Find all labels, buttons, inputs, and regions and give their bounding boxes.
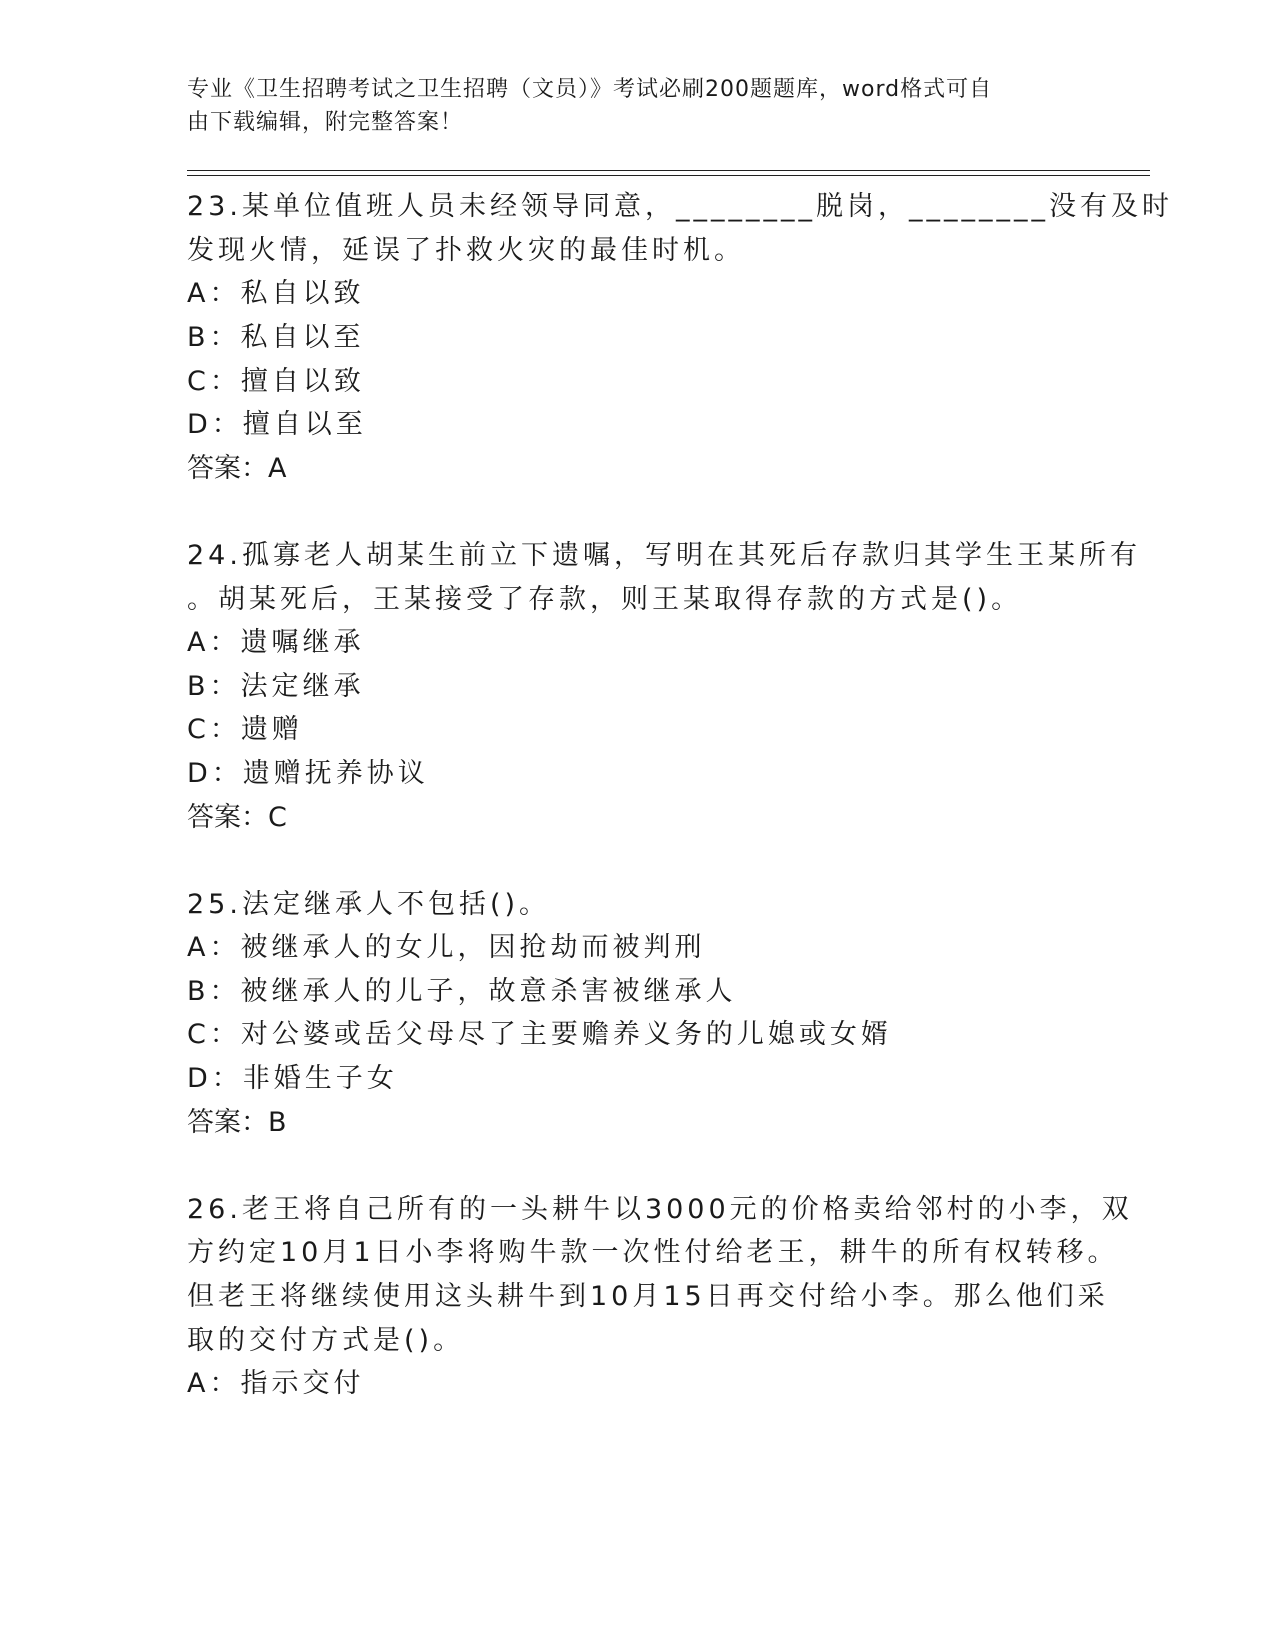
question-23-answer: 答案：A <box>187 453 287 484</box>
question-26-stem-line-2: 方约定10月1日小李将购牛款一次性付给老王，耕牛的所有权转移。 <box>187 1237 1119 1268</box>
question-26-stem-line-1: 26.老王将自己所有的一头耕牛以3000元的价格卖给邻村的小李，双 <box>187 1194 1133 1225</box>
document-header-line-1: 专业《卫生招聘考试之卫生招聘（文员）》考试必刷200题题库，word格式可自 <box>187 77 993 102</box>
question-25-option-b: B：被继承人的儿子，故意杀害被继承人 <box>187 976 737 1007</box>
question-24-option-a: A：遗嘱继承 <box>187 627 365 658</box>
question-24-stem-line-1: 24.孤寡老人胡某生前立下遗嘱，写明在其死后存款归其学生王某所有 <box>187 540 1141 571</box>
question-23-stem-line-1: 23.某单位值班人员未经领导同意，________脱岗，________没有及时 <box>187 191 1173 222</box>
question-23-option-b: B：私自以至 <box>187 322 365 353</box>
header-divider-bottom <box>187 175 1150 176</box>
question-24-option-b: B：法定继承 <box>187 671 365 702</box>
question-26-stem-line-4: 取的交付方式是()。 <box>187 1325 465 1356</box>
document-header-line-2: 由下载编辑，附完整答案！ <box>187 110 464 135</box>
question-26-option-a: A：指示交付 <box>187 1368 365 1399</box>
question-23-option-a: A：私自以致 <box>187 278 365 309</box>
question-23-option-d: D：擅自以至 <box>187 409 367 440</box>
question-25-option-a: A：被继承人的女儿，因抢劫而被判刑 <box>187 932 706 963</box>
question-23-option-c: C：擅自以致 <box>187 366 365 397</box>
header-divider-top <box>187 170 1150 171</box>
question-25-stem-line-1: 25.法定继承人不包括()。 <box>187 889 551 920</box>
question-24-stem-line-2: 。胡某死后，王某接受了存款，则王某取得存款的方式是()。 <box>187 584 1023 615</box>
question-24-option-d: D：遗赠抚养协议 <box>187 758 429 789</box>
question-24-option-c: C：遗赠 <box>187 714 303 745</box>
question-23-stem-line-2: 发现火情，延误了扑救火灾的最佳时机。 <box>187 235 745 266</box>
question-26-stem-line-3: 但老王将继续使用这头耕牛到10月15日再交付给小李。那么他们采 <box>187 1281 1109 1312</box>
question-25-answer: 答案：B <box>187 1107 287 1138</box>
question-24-answer: 答案：C <box>187 802 287 833</box>
question-25-option-c: C：对公婆或岳父母尽了主要赡养义务的儿媳或女婿 <box>187 1019 892 1050</box>
question-25-option-d: D：非婚生子女 <box>187 1063 398 1094</box>
